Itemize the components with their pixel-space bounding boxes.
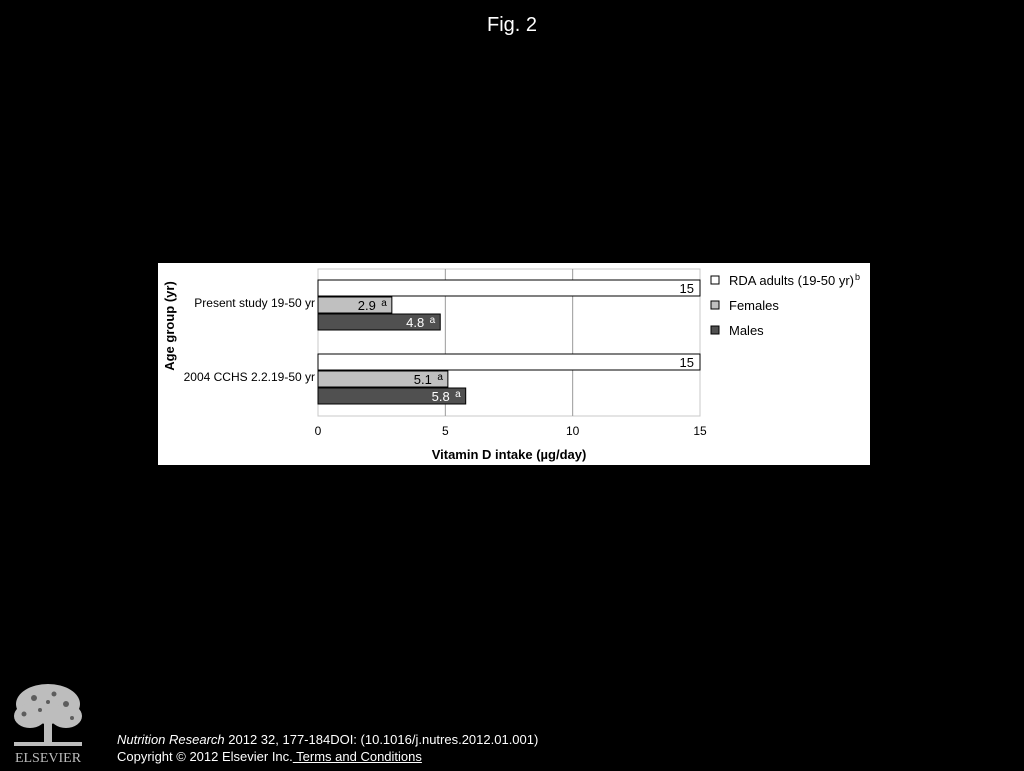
legend-swatch (711, 301, 719, 309)
x-tick-label: 5 (441, 424, 449, 438)
legend-entry: RDA adults (19-50 yr) (729, 273, 854, 288)
data-label: 15 (679, 355, 694, 370)
figure-panel (158, 263, 870, 465)
legend-superscript: b (855, 272, 861, 282)
data-label-superscript: a (381, 298, 387, 309)
y-category-label: 2004 CCHS 2.2.19-50 yr (183, 370, 315, 384)
x-tick-label: 10 (565, 424, 580, 438)
bar-chart (158, 263, 870, 465)
citation-block (117, 731, 538, 765)
citation-text: 2012 32, 177-184DOI: (10.1016/j.nutres.2012.01.001) (224, 732, 539, 747)
y-category-label: Present study 19-50 yr (194, 296, 315, 310)
data-label: 15 (679, 281, 694, 296)
copyright-line (117, 748, 538, 765)
slide-title: Fig. 2 (486, 14, 538, 36)
y-axis-label: Age group (yr) (162, 281, 177, 371)
legend-swatch (711, 276, 719, 284)
data-label: 5.8 (431, 389, 450, 404)
legend-swatch (711, 326, 719, 334)
data-label: 5.1 (413, 372, 432, 387)
bar (318, 354, 700, 370)
data-label-superscript: a (429, 315, 436, 326)
legend-entry: Females (729, 298, 779, 313)
bar (318, 280, 700, 296)
logo-wordmark: ELSEVIER (14, 751, 82, 766)
data-label-superscript: a (455, 389, 461, 400)
data-label: 4.8 (406, 315, 425, 330)
elsevier-logo (10, 680, 86, 766)
x-axis-label: Vitamin D intake (µg/day) (431, 447, 587, 462)
journal-name: Nutrition Research (117, 732, 225, 747)
terms-link[interactable]: Terms and Conditions (292, 749, 422, 764)
data-label: 2.9 (357, 298, 376, 313)
data-label-superscript: a (437, 372, 443, 383)
citation-line (117, 731, 538, 748)
x-tick-label: 0 (314, 424, 322, 438)
legend-entry: Males (729, 323, 764, 338)
copyright-text: Copyright © 2012 Elsevier Inc. (117, 749, 293, 764)
x-tick-label: 15 (693, 424, 707, 438)
